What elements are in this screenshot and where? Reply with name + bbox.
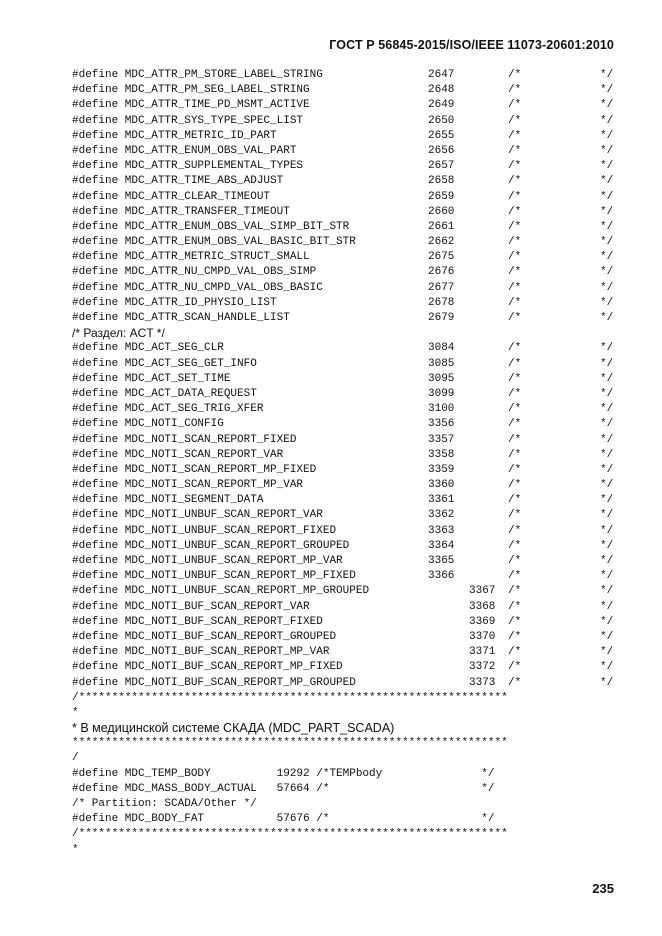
comment-close: */ <box>600 296 614 309</box>
macro-name: #define MDC_ACT_SEG_TRIG_XFER <box>72 403 264 416</box>
define-line <box>72 387 617 402</box>
macro-value: 3365 <box>428 555 455 567</box>
define-line <box>72 250 617 265</box>
comment-open: /* <box>508 251 522 264</box>
comment-open: /* <box>508 646 522 659</box>
macro-value: 3095 <box>428 372 455 385</box>
define-line <box>72 417 617 432</box>
macro-name: #define MDC_ATTR_SYS_TYPE_SPEC_LIST <box>72 114 304 127</box>
macro-name: #define MDC_ACT_SEG_GET_INFO <box>72 357 257 370</box>
code-text-line <box>72 812 617 827</box>
comment-close: */ <box>600 236 614 249</box>
macro-value: 2649 <box>428 99 455 112</box>
macro-name: #define MDC_ATTR_PM_SEG_LABEL_STRING <box>72 84 310 97</box>
section-heading: * В медицинской системе СКАДА (MDC_PART_SCADA) <box>72 721 395 736</box>
comment-open: /* <box>508 190 522 203</box>
macro-value: 2658 <box>428 175 455 188</box>
define-line <box>72 205 617 220</box>
comment-open: /* <box>508 539 522 552</box>
comment-open: /* <box>508 630 522 643</box>
macro-name: #define MDC_ATTR_SCAN_HANDLE_LIST <box>72 312 290 324</box>
comment-open: /* <box>508 342 522 355</box>
comment-open: /* <box>508 69 522 81</box>
define-line <box>72 281 617 296</box>
macro-name: #define MDC_NOTI_UNBUF_SCAN_REPORT_VAR <box>72 509 323 522</box>
comment-open: /* <box>508 236 522 249</box>
macro-value: 3362 <box>428 509 455 522</box>
macro-value: 3099 <box>428 387 455 400</box>
code-text: #define MDC_BODY_FAT 57676 /* */ <box>72 813 495 826</box>
code-text-line <box>72 797 617 812</box>
macro-name: #define MDC_ACT_DATA_REQUEST <box>72 387 257 400</box>
comment-open: /* <box>508 205 522 218</box>
comment-open: /* <box>508 661 522 674</box>
macro-value: 3366 <box>428 570 455 583</box>
comment-open: /* <box>508 281 522 294</box>
macro-name: #define MDC_NOTI_BUF_SCAN_REPORT_VAR <box>72 600 310 613</box>
comment-open: /* <box>508 433 522 446</box>
macro-value: 3360 <box>428 479 455 492</box>
macro-value: 3357 <box>428 433 455 446</box>
macro-name: #define MDC_NOTI_SCAN_REPORT_VAR <box>72 448 284 461</box>
macro-name: #define MDC_NOTI_UNBUF_SCAN_REPORT_MP_GROUPED <box>72 585 370 598</box>
macro-name: #define MDC_NOTI_UNBUF_SCAN_REPORT_GROUPED <box>72 539 350 552</box>
macro-value: 3363 <box>428 524 455 537</box>
comment-open: /* <box>508 448 522 461</box>
comment-close: */ <box>600 357 614 370</box>
define-line <box>72 615 617 630</box>
code-text-line <box>72 767 617 782</box>
comment-open: /* <box>508 175 522 188</box>
macro-value: 2679 <box>428 312 455 324</box>
macro-name: #define MDC_ATTR_NU_CMPD_VAL_OBS_BASIC <box>72 281 323 294</box>
macro-name: #define MDC_NOTI_SCAN_REPORT_FIXED <box>72 433 297 446</box>
comment-close: */ <box>600 479 614 492</box>
macro-value: 3367 <box>469 585 496 598</box>
comment-close: */ <box>600 312 614 324</box>
define-line <box>72 357 617 372</box>
comment-open: /* <box>508 418 522 431</box>
macro-value: 2648 <box>428 84 455 97</box>
comment-open: /* <box>508 357 522 370</box>
define-line <box>72 433 617 448</box>
code-text-line <box>72 843 617 858</box>
define-line <box>72 129 617 144</box>
macro-name: #define MDC_NOTI_CONFIG <box>72 418 224 431</box>
comment-close: */ <box>600 509 614 522</box>
macro-name: #define MDC_ATTR_TIME_PD_MSMT_ACTIVE <box>72 99 310 112</box>
comment-close: */ <box>600 281 614 294</box>
macro-name: #define MDC_NOTI_BUF_SCAN_REPORT_FIXED <box>72 615 323 628</box>
comment-open: /* <box>508 403 522 416</box>
define-line <box>72 493 617 508</box>
comment-close: */ <box>600 418 614 431</box>
macro-name: #define MDC_ATTR_ENUM_OBS_VAL_SIMP_BIT_STR <box>72 220 350 233</box>
define-line <box>72 539 617 554</box>
define-line <box>72 265 617 280</box>
comment-close: */ <box>600 524 614 537</box>
comment-open: /* <box>508 372 522 385</box>
comment-open: /* <box>508 600 522 613</box>
comment-open: /* <box>508 676 522 689</box>
define-line <box>72 508 617 523</box>
comment-close: */ <box>600 555 614 567</box>
comment-open: /* <box>508 99 522 112</box>
macro-value: 2661 <box>428 220 455 233</box>
code-text: ****************************************************************** <box>72 737 508 750</box>
macro-value: 2655 <box>428 129 455 142</box>
code-text: /***************************************************************** <box>72 691 508 704</box>
code-text: #define MDC_MASS_BODY_ACTUAL 57664 /* */ <box>72 782 495 795</box>
define-line <box>72 220 617 235</box>
macro-name: #define MDC_ACT_SEG_CLR <box>72 342 224 355</box>
macro-name: #define MDC_NOTI_SCAN_REPORT_MP_FIXED <box>72 463 317 476</box>
comment-close: */ <box>600 342 614 355</box>
comment-open: /* <box>508 494 522 507</box>
comment-open: /* <box>508 220 522 233</box>
code-text-line <box>72 782 617 797</box>
comment-close: */ <box>600 463 614 476</box>
macro-value: 2677 <box>428 281 455 294</box>
comment-close: */ <box>600 220 614 233</box>
define-line <box>72 524 617 539</box>
comment-close: */ <box>600 205 614 218</box>
define-line <box>72 676 617 691</box>
define-line <box>72 98 617 113</box>
comment-close: */ <box>600 129 614 142</box>
comment-close: */ <box>600 190 614 203</box>
macro-value: 2647 <box>428 69 455 81</box>
macro-name: #define MDC_NOTI_UNBUF_SCAN_REPORT_FIXED <box>72 524 337 537</box>
code-text: * <box>72 843 79 856</box>
macro-name: #define MDC_ATTR_NU_CMPD_VAL_OBS_SIMP <box>72 266 317 279</box>
comment-close: */ <box>600 494 614 507</box>
comment-open: /* <box>508 144 522 157</box>
comment-open: /* <box>508 524 522 537</box>
macro-value: 3368 <box>469 600 496 613</box>
macro-name: #define MDC_NOTI_UNBUF_SCAN_REPORT_MP_VAR <box>72 555 343 567</box>
define-line <box>72 174 617 189</box>
comment-open: /* <box>508 615 522 628</box>
define-line <box>72 190 617 205</box>
macro-value: 3371 <box>469 646 496 659</box>
define-line <box>72 83 617 98</box>
define-line <box>72 554 617 569</box>
comment-close: */ <box>600 585 614 598</box>
comment-open: /* <box>508 585 522 598</box>
code-listing <box>72 68 617 858</box>
code-text-line <box>72 751 617 766</box>
macro-value: 2650 <box>428 114 455 127</box>
comment-open: /* <box>508 296 522 309</box>
comment-open: /* <box>508 312 522 324</box>
macro-value: 2662 <box>428 236 455 249</box>
comment-open: /* <box>508 114 522 127</box>
comment-open: /* <box>508 160 522 173</box>
comment-open: /* <box>508 479 522 492</box>
macro-name: #define MDC_ATTR_PM_STORE_LABEL_STRING <box>72 69 323 81</box>
macro-value: 3369 <box>469 615 496 628</box>
comment-close: */ <box>600 84 614 97</box>
macro-name: #define MDC_ATTR_CLEAR_TIMEOUT <box>72 190 271 203</box>
comment-close: */ <box>600 448 614 461</box>
macro-name: #define MDC_ATTR_TIME_ABS_ADJUST <box>72 175 284 188</box>
code-text-line <box>72 706 617 721</box>
comment-close: */ <box>600 160 614 173</box>
define-line <box>72 478 617 493</box>
define-line <box>72 463 617 478</box>
macro-name: #define MDC_NOTI_SEGMENT_DATA <box>72 494 264 507</box>
document-header: ГОСТ Р 56845-2015/ISO/IEEE 11073-20601:2010 <box>329 38 614 52</box>
code-text-line <box>72 827 617 842</box>
macro-name: #define MDC_NOTI_BUF_SCAN_REPORT_MP_FIXED <box>72 661 343 674</box>
code-text: #define MDC_TEMP_BODY 19292 /*TEMPbody */ <box>72 767 495 780</box>
comment-close: */ <box>600 99 614 112</box>
comment-close: */ <box>600 539 614 552</box>
macro-value: 2656 <box>428 144 455 157</box>
comment-close: */ <box>600 372 614 385</box>
comment-close: */ <box>600 433 614 446</box>
comment-open: /* <box>508 84 522 97</box>
comment-close: */ <box>600 175 614 188</box>
define-line <box>72 448 617 463</box>
comment-close: */ <box>600 646 614 659</box>
define-line <box>72 296 617 311</box>
macro-name: #define MDC_NOTI_BUF_SCAN_REPORT_MP_GROUPED <box>72 676 356 689</box>
comment-close: */ <box>600 570 614 583</box>
macro-name: #define MDC_ATTR_ENUM_OBS_VAL_BASIC_BIT_STR <box>72 236 356 249</box>
macro-value: 3370 <box>469 630 496 643</box>
macro-value: 3358 <box>428 448 455 461</box>
macro-name: #define MDC_ATTR_ID_PHYSIO_LIST <box>72 296 277 309</box>
macro-name: #define MDC_NOTI_SCAN_REPORT_MP_VAR <box>72 479 304 492</box>
code-text-line <box>72 691 617 706</box>
macro-name: #define MDC_ATTR_METRIC_STRUCT_SMALL <box>72 251 310 264</box>
define-line <box>72 402 617 417</box>
macro-value: 2676 <box>428 266 455 279</box>
define-line <box>72 372 617 387</box>
macro-name: #define MDC_ATTR_TRANSFER_TIMEOUT <box>72 205 290 218</box>
define-line <box>72 600 617 615</box>
define-line <box>72 144 617 159</box>
comment-close: */ <box>600 615 614 628</box>
macro-value: 3085 <box>428 357 455 370</box>
code-text: /* Partition: SCADA/Other */ <box>72 798 257 810</box>
macro-value: 3373 <box>469 676 496 689</box>
comment-close: */ <box>600 676 614 689</box>
comment-close: */ <box>600 387 614 400</box>
comment-open: /* <box>508 266 522 279</box>
macro-value: 2657 <box>428 160 455 173</box>
code-text: / <box>72 752 79 765</box>
define-line <box>72 645 617 660</box>
comment-close: */ <box>600 69 614 81</box>
macro-name: #define MDC_ATTR_ENUM_OBS_VAL_PART <box>72 144 297 157</box>
define-line <box>72 341 617 356</box>
comment-close: */ <box>600 144 614 157</box>
macro-name: #define MDC_NOTI_BUF_SCAN_REPORT_GROUPED <box>72 630 337 643</box>
comment-close: */ <box>600 403 614 416</box>
comment-open: /* <box>508 555 522 567</box>
section-comment: /* Раздел: ACT */ <box>72 326 165 341</box>
code-text-line <box>72 326 617 341</box>
define-line <box>72 114 617 129</box>
page-number: 235 <box>592 881 614 896</box>
comment-close: */ <box>600 661 614 674</box>
macro-name: #define MDC_ATTR_METRIC_ID_PART <box>72 129 277 142</box>
macro-value: 2659 <box>428 190 455 203</box>
macro-name: #define MDC_ACT_SET_TIME <box>72 372 231 385</box>
comment-open: /* <box>508 463 522 476</box>
code-text: /***************************************************************** <box>72 828 508 841</box>
macro-value: 3372 <box>469 661 496 674</box>
comment-close: */ <box>600 266 614 279</box>
comment-open: /* <box>508 387 522 400</box>
macro-value: 2678 <box>428 296 455 309</box>
comment-close: */ <box>600 114 614 127</box>
macro-value: 2660 <box>428 205 455 218</box>
macro-value: 2675 <box>428 251 455 264</box>
comment-open: /* <box>508 129 522 142</box>
macro-value: 3084 <box>428 342 455 355</box>
define-line <box>72 660 617 675</box>
define-line <box>72 159 617 174</box>
define-line <box>72 569 617 584</box>
macro-name: #define MDC_NOTI_BUF_SCAN_REPORT_MP_VAR <box>72 646 330 659</box>
code-text-line <box>72 721 617 736</box>
define-line <box>72 68 617 83</box>
macro-name: #define MDC_NOTI_UNBUF_SCAN_REPORT_MP_FIXED <box>72 570 356 583</box>
macro-value: 3364 <box>428 539 455 552</box>
define-line <box>72 584 617 599</box>
macro-value: 3359 <box>428 463 455 476</box>
macro-value: 3356 <box>428 418 455 431</box>
comment-close: */ <box>600 251 614 264</box>
define-line <box>72 630 617 645</box>
macro-value: 3361 <box>428 494 455 507</box>
code-text-line <box>72 736 617 751</box>
comment-close: */ <box>600 600 614 613</box>
macro-name: #define MDC_ATTR_SUPPLEMENTAL_TYPES <box>72 160 304 173</box>
code-text: * <box>72 706 79 719</box>
define-line <box>72 311 617 326</box>
define-line <box>72 235 617 250</box>
comment-open: /* <box>508 570 522 583</box>
comment-close: */ <box>600 630 614 643</box>
macro-value: 3100 <box>428 403 455 416</box>
comment-open: /* <box>508 509 522 522</box>
